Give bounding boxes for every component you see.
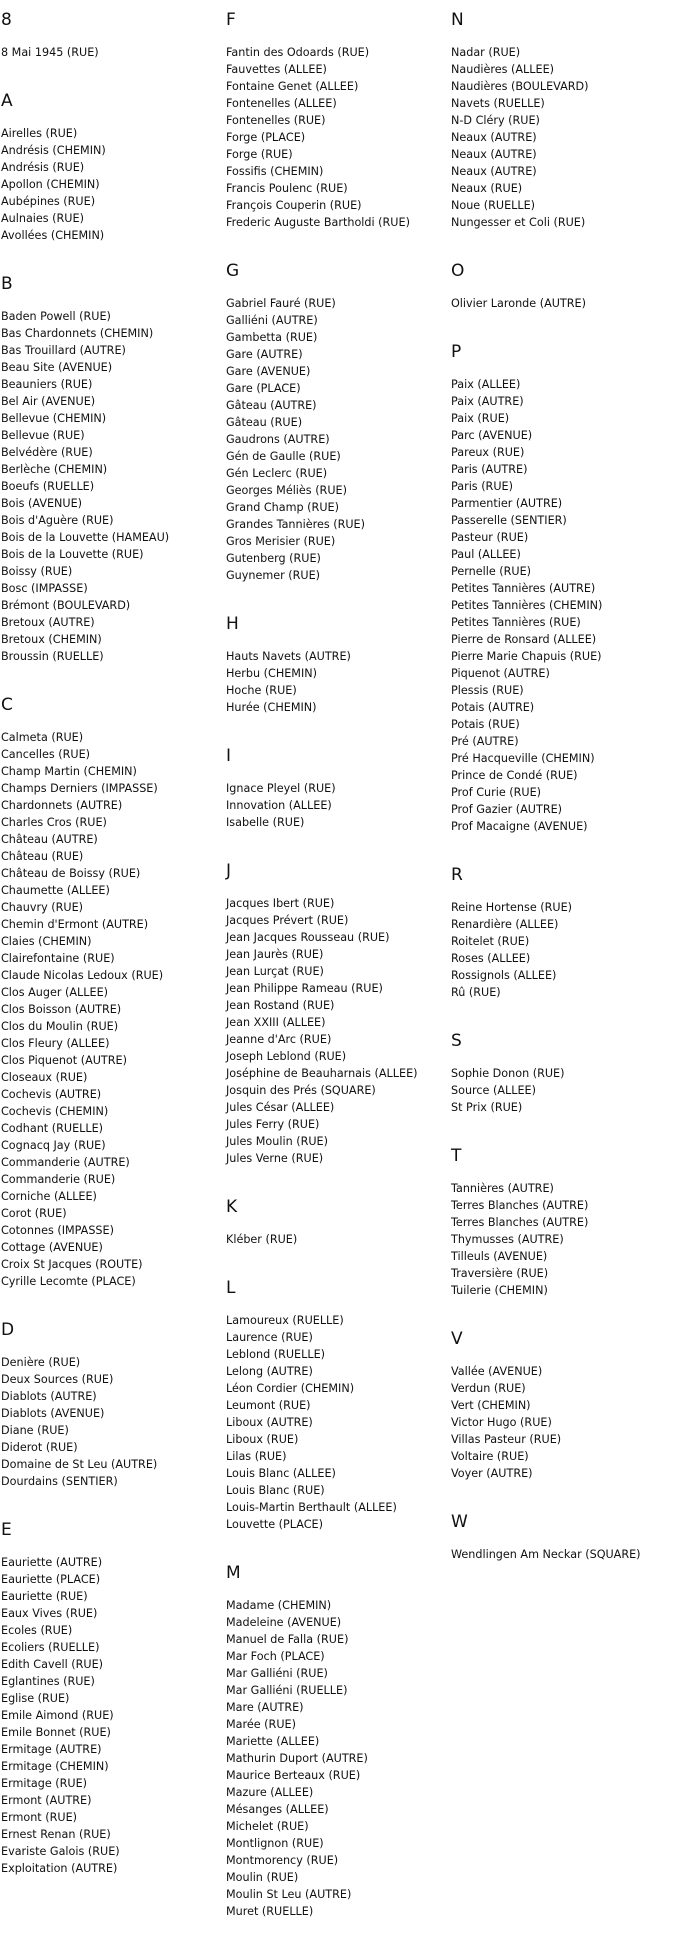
street-index-column-1 — [1, 10, 226, 1907]
street-entry: Ignace Pleyel (RUE) — [226, 782, 336, 795]
street-entry: Bosc (IMPASSE) — [1, 582, 88, 595]
street-entry: Belvédère (RUE) — [1, 446, 93, 459]
street-entry: Fauvettes (ALLEE) — [226, 63, 327, 76]
street-entry: Evariste Galois (RUE) — [1, 1845, 120, 1858]
street-entry: Apollon (CHEMIN) — [1, 178, 100, 191]
street-entry: Cottage (AVENUE) — [1, 1241, 103, 1254]
street-entry: Eauriette (AUTRE) — [1, 1556, 103, 1569]
street-entry: Innovation (ALLEE) — [226, 799, 332, 812]
street-entry: Jacques Prévert (RUE) — [226, 914, 349, 927]
letter-section — [451, 261, 675, 312]
street-entry: Louis-Martin Berthault (ALLEE) — [226, 1501, 397, 1514]
street-entry: Pré (AUTRE) — [451, 735, 519, 748]
street-entry: Piquenot (AUTRE) — [451, 667, 550, 680]
street-entry: Rû (RUE) — [451, 986, 501, 999]
street-entry: Mar Galliéni (RUE) — [226, 1667, 328, 1680]
section-letter-heading: P — [451, 342, 462, 362]
street-entry: St Prix (RUE) — [451, 1101, 523, 1114]
street-entry: Potais (RUE) — [451, 718, 520, 731]
section-letter-heading: K — [226, 1197, 238, 1217]
street-entry: Gén de Gaulle (RUE) — [226, 450, 341, 463]
street-entry: Manuel de Falla (RUE) — [226, 1633, 349, 1646]
street-entry: Joseph Leblond (RUE) — [226, 1050, 347, 1063]
street-entry: Claies (CHEMIN) — [1, 935, 92, 948]
street-entry: Herbu (CHEMIN) — [226, 667, 317, 680]
street-entry: Hoche (RUE) — [226, 684, 297, 697]
street-entry: Eglise (RUE) — [1, 1692, 70, 1705]
street-entry: Tannières (AUTRE) — [451, 1182, 554, 1195]
street-entry: Bois (AVENUE) — [1, 497, 83, 510]
street-entry: Pasteur (RUE) — [451, 531, 529, 544]
street-entry: Terres Blanches (AUTRE) — [451, 1199, 589, 1212]
street-entry: Forge (PLACE) — [226, 131, 306, 144]
street-entry: Jeanne d'Arc (RUE) — [226, 1033, 332, 1046]
street-entry: Voltaire (RUE) — [451, 1450, 529, 1463]
street-entry: Montmorency (RUE) — [226, 1854, 339, 1867]
street-entry: Emile Bonnet (RUE) — [1, 1726, 111, 1739]
street-entry: Beau Site (AVENUE) — [1, 361, 113, 374]
street-entry: Clos du Moulin (RUE) — [1, 1020, 119, 1033]
street-entry: Château (RUE) — [1, 850, 84, 863]
street-entry: Leblond (RUELLE) — [226, 1348, 326, 1361]
street-entry: Grand Champ (RUE) — [226, 501, 339, 514]
street-entry: Pernelle (RUE) — [451, 565, 532, 578]
letter-section — [226, 10, 451, 231]
street-entry: Source (ALLEE) — [451, 1084, 536, 1097]
street-entry: Bois de la Louvette (HAMEAU) — [1, 531, 170, 544]
street-entry: Bretoux (AUTRE) — [1, 616, 95, 629]
street-entry: Fantin des Odoards (RUE) — [226, 46, 370, 59]
street-entry: Prof Curie (RUE) — [451, 786, 542, 799]
street-entry: Lelong (AUTRE) — [226, 1365, 313, 1378]
street-entry: Mare (AUTRE) — [226, 1701, 304, 1714]
street-entry: Thymusses (AUTRE) — [451, 1233, 564, 1246]
street-entry: Eglantines (RUE) — [1, 1675, 95, 1688]
letter-section — [451, 342, 675, 835]
street-entry: Gare (PLACE) — [226, 382, 301, 395]
street-entry: Grandes Tannières (RUE) — [226, 518, 365, 531]
street-entry: Michelet (RUE) — [226, 1820, 309, 1833]
street-entry: Naudières (BOULEVARD) — [451, 80, 589, 93]
street-entry: Madeleine (AVENUE) — [226, 1616, 342, 1629]
street-entry: Beauniers (RUE) — [1, 378, 93, 391]
street-entry: Ecoliers (RUELLE) — [1, 1641, 100, 1654]
street-entry: Claude Nicolas Ledoux (RUE) — [1, 969, 164, 982]
street-entry: Liboux (AUTRE) — [226, 1416, 313, 1429]
street-entry: Commanderie (AUTRE) — [1, 1156, 130, 1169]
street-entry: Terres Blanches (AUTRE) — [451, 1216, 589, 1229]
letter-section — [1, 1320, 226, 1490]
street-entry: Mar Galliéni (RUELLE) — [226, 1684, 348, 1697]
street-entry: Gén Leclerc (RUE) — [226, 467, 328, 480]
street-entry: Cognacq Jay (RUE) — [1, 1139, 106, 1152]
street-entry: Brémont (BOULEVARD) — [1, 599, 131, 612]
street-entry: Prof Gazier (AUTRE) — [451, 803, 563, 816]
street-entry: Cyrille Lecomte (PLACE) — [1, 1275, 136, 1288]
street-entry: Joséphine de Beauharnais (ALLEE) — [226, 1067, 418, 1080]
street-entry: Hauts Navets (AUTRE) — [226, 650, 351, 663]
street-entry: Château de Boissy (RUE) — [1, 867, 141, 880]
street-entry: Parc (AVENUE) — [451, 429, 533, 442]
letter-section — [1, 695, 226, 1290]
section-letter-heading: M — [226, 1563, 241, 1583]
street-entry: Forge (RUE) — [226, 148, 293, 161]
street-entry: Ermitage (AUTRE) — [1, 1743, 102, 1756]
letter-section — [451, 1031, 675, 1116]
letter-section — [226, 614, 451, 716]
letter-section — [451, 865, 675, 1001]
street-entry: Moulin St Leu (AUTRE) — [226, 1888, 352, 1901]
street-entry: Hurée (CHEMIN) — [226, 701, 317, 714]
street-entry: Fontenelles (ALLEE) — [226, 97, 337, 110]
street-entry: Muret (RUELLE) — [226, 1905, 314, 1918]
street-entry: Diablots (AUTRE) — [1, 1390, 97, 1403]
street-entry: Roitelet (RUE) — [451, 935, 530, 948]
letter-section — [1, 274, 226, 665]
street-entry: Château (AUTRE) — [1, 833, 98, 846]
street-entry: Croix St Jacques (ROUTE) — [1, 1258, 143, 1271]
street-entry: Tuilerie (CHEMIN) — [451, 1284, 548, 1297]
street-entry: François Couperin (RUE) — [226, 199, 362, 212]
street-entry: Frederic Auguste Bartholdi (RUE) — [226, 216, 410, 229]
letter-section — [451, 1512, 675, 1563]
street-entry: Naudières (ALLEE) — [451, 63, 555, 76]
street-entry: Moulin (RUE) — [226, 1871, 299, 1884]
street-entry: Ermont (AUTRE) — [1, 1794, 92, 1807]
section-letter-heading: D — [1, 1320, 15, 1340]
street-entry: Fossifis (CHEMIN) — [226, 165, 324, 178]
street-entry: Renardière (ALLEE) — [451, 918, 559, 931]
street-entry: Traversière (RUE) — [451, 1267, 549, 1280]
street-entry: Airelles (RUE) — [1, 127, 78, 140]
street-entry: Paix (ALLEE) — [451, 378, 521, 391]
street-entry: Lamoureux (RUELLE) — [226, 1314, 344, 1327]
section-letter-heading: B — [1, 274, 13, 294]
street-entry: Jules Moulin (RUE) — [226, 1135, 328, 1148]
street-entry: Emile Aimond (RUE) — [1, 1709, 114, 1722]
street-entry: Madame (CHEMIN) — [226, 1599, 332, 1612]
street-entry: Jean Rostand (RUE) — [226, 999, 335, 1012]
street-entry: Bois d'Aguère (RUE) — [1, 514, 114, 527]
street-entry: Bois de la Louvette (RUE) — [1, 548, 144, 561]
street-entry: Baden Powell (RUE) — [1, 310, 111, 323]
street-entry: Jean XXIII (ALLEE) — [226, 1016, 326, 1029]
street-entry: Bellevue (CHEMIN) — [1, 412, 107, 425]
street-entry: Boissy (RUE) — [1, 565, 73, 578]
street-entry: N-D Cléry (RUE) — [451, 114, 540, 127]
section-letter-heading: 8 — [1, 10, 12, 30]
street-entry: Clos Auger (ALLEE) — [1, 986, 109, 999]
section-letter-heading: R — [451, 865, 463, 885]
street-entry: Vallée (AVENUE) — [451, 1365, 543, 1378]
letter-section — [226, 261, 451, 584]
street-entry: Pareux (RUE) — [451, 446, 525, 459]
street-entry: Rossignols (ALLEE) — [451, 969, 557, 982]
street-entry: Charles Cros (RUE) — [1, 816, 107, 829]
street-entry: Ermitage (RUE) — [1, 1777, 88, 1790]
street-entry: Chardonnets (AUTRE) — [1, 799, 123, 812]
street-entry: Mésanges (ALLEE) — [226, 1803, 329, 1816]
street-entry: Commanderie (RUE) — [1, 1173, 116, 1186]
street-entry: Louvette (PLACE) — [226, 1518, 323, 1531]
section-letter-heading: O — [451, 261, 465, 281]
section-letter-heading: H — [226, 614, 239, 634]
street-entry: Nungesser et Coli (RUE) — [451, 216, 586, 229]
street-entry: Paix (RUE) — [451, 412, 510, 425]
section-letter-heading: L — [226, 1278, 236, 1298]
street-entry: Corniche (ALLEE) — [1, 1190, 97, 1203]
letter-section — [226, 1278, 451, 1533]
street-entry: Diablots (AVENUE) — [1, 1407, 105, 1420]
street-entry: Dourdains (SENTIER) — [1, 1475, 118, 1488]
street-entry: Eauriette (RUE) — [1, 1590, 88, 1603]
street-entry: Diderot (RUE) — [1, 1441, 78, 1454]
street-entry: Edith Cavell (RUE) — [1, 1658, 104, 1671]
street-entry: Gabriel Fauré (RUE) — [226, 297, 336, 310]
street-entry: Marée (RUE) — [226, 1718, 296, 1731]
street-entry: Sophie Donon (RUE) — [451, 1067, 565, 1080]
street-entry: Galliéni (AUTRE) — [226, 314, 318, 327]
letter-section — [226, 1563, 451, 1920]
street-entry: Paix (AUTRE) — [451, 395, 524, 408]
street-entry: Aulnaies (RUE) — [1, 212, 84, 225]
street-entry: Eaux Vives (RUE) — [1, 1607, 98, 1620]
street-entry: Ermitage (CHEMIN) — [1, 1760, 109, 1773]
street-entry: Gare (AVENUE) — [226, 365, 311, 378]
street-entry: Neaux (AUTRE) — [451, 131, 537, 144]
street-entry: Pierre Marie Chapuis (RUE) — [451, 650, 602, 663]
street-entry: Codhant (RUELLE) — [1, 1122, 104, 1135]
section-letter-heading: N — [451, 10, 464, 30]
street-entry: Paul (ALLEE) — [451, 548, 521, 561]
street-entry: Louis Blanc (ALLEE) — [226, 1467, 336, 1480]
street-entry: Jean Jacques Rousseau (RUE) — [226, 931, 390, 944]
letter-section — [226, 746, 451, 831]
street-entry: Petites Tannières (CHEMIN) — [451, 599, 603, 612]
street-entry: Ermont (RUE) — [1, 1811, 78, 1824]
street-entry: Chauvry (RUE) — [1, 901, 84, 914]
street-entry: Nadar (RUE) — [451, 46, 521, 59]
street-entry: Andrésis (CHEMIN) — [1, 144, 106, 157]
street-entry: Jean Lurçat (RUE) — [226, 965, 324, 978]
street-entry: Bas Trouillard (AUTRE) — [1, 344, 126, 357]
street-entry: Denière (RUE) — [1, 1356, 81, 1369]
street-entry: Maurice Berteaux (RUE) — [226, 1769, 361, 1782]
street-entry: Chaumette (ALLEE) — [1, 884, 110, 897]
street-entry: Guynemer (RUE) — [226, 569, 321, 582]
street-entry: Wendlingen Am Neckar (SQUARE) — [451, 1548, 641, 1561]
street-entry: Roses (ALLEE) — [451, 952, 531, 965]
street-entry: Lilas (RUE) — [226, 1450, 287, 1463]
street-entry: Corot (RUE) — [1, 1207, 67, 1220]
street-entry: Champ Martin (CHEMIN) — [1, 765, 137, 778]
street-entry: Georges Méliès (RUE) — [226, 484, 347, 497]
street-entry: Passerelle (SENTIER) — [451, 514, 567, 527]
letter-section — [226, 861, 451, 1167]
street-entry: Kléber (RUE) — [226, 1233, 298, 1246]
street-entry: Louis Blanc (RUE) — [226, 1484, 325, 1497]
street-entry: Liboux (RUE) — [226, 1433, 299, 1446]
street-entry: Broussin (RUELLE) — [1, 650, 104, 663]
street-entry: Jacques Ibert (RUE) — [226, 897, 335, 910]
street-entry: Jules Verne (RUE) — [226, 1152, 324, 1165]
street-entry: Isabelle (RUE) — [226, 816, 305, 829]
street-entry: Jean Philippe Rameau (RUE) — [226, 982, 383, 995]
section-letter-heading: W — [451, 1512, 468, 1532]
street-entry: Gaudrons (AUTRE) — [226, 433, 330, 446]
street-entry: Gare (AUTRE) — [226, 348, 303, 361]
section-letter-heading: T — [451, 1146, 462, 1166]
section-letter-heading: S — [451, 1031, 462, 1051]
street-entry: Clos Boisson (AUTRE) — [1, 1003, 122, 1016]
street-entry: Cancelles (RUE) — [1, 748, 91, 761]
street-entry: Champs Derniers (IMPASSE) — [1, 782, 158, 795]
street-entry: Olivier Laronde (AUTRE) — [451, 297, 586, 310]
street-entry: Prof Macaigne (AVENUE) — [451, 820, 588, 833]
street-entry: Gambetta (RUE) — [226, 331, 318, 344]
street-entry: Mazure (ALLEE) — [226, 1786, 314, 1799]
section-letter-heading: I — [226, 746, 232, 766]
section-letter-heading: J — [226, 861, 232, 881]
street-entry: Mar Foch (PLACE) — [226, 1650, 325, 1663]
street-entry: Francis Poulenc (RUE) — [226, 182, 348, 195]
street-entry: Domaine de St Leu (AUTRE) — [1, 1458, 158, 1471]
street-entry: Pierre de Ronsard (ALLEE) — [451, 633, 597, 646]
street-entry: Villas Pasteur (RUE) — [451, 1433, 562, 1446]
street-entry: Voyer (AUTRE) — [451, 1467, 533, 1480]
letter-section — [1, 10, 226, 61]
street-entry: Avollées (CHEMIN) — [1, 229, 105, 242]
street-entry: Pré Hacqueville (CHEMIN) — [451, 752, 595, 765]
street-entry: Mathurin Duport (AUTRE) — [226, 1752, 368, 1765]
street-entry: Cochevis (AUTRE) — [1, 1088, 102, 1101]
street-entry: Petites Tannières (AUTRE) — [451, 582, 596, 595]
section-letter-heading: A — [1, 91, 13, 111]
street-entry: Parmentier (AUTRE) — [451, 497, 563, 510]
street-entry: Eauriette (PLACE) — [1, 1573, 101, 1586]
street-entry: Montlignon (RUE) — [226, 1837, 324, 1850]
street-entry: Deux Sources (RUE) — [1, 1373, 114, 1386]
street-entry: Bel Air (AVENUE) — [1, 395, 96, 408]
section-letter-heading: V — [451, 1329, 463, 1349]
street-entry: Berlèche (CHEMIN) — [1, 463, 108, 476]
street-entry: Leumont (RUE) — [226, 1399, 311, 1412]
street-entry: Clos Fleury (ALLEE) — [1, 1037, 110, 1050]
street-entry: Petites Tannières (RUE) — [451, 616, 581, 629]
letter-section — [1, 1520, 226, 1877]
letter-section — [451, 10, 675, 231]
street-entry: Exploitation (AUTRE) — [1, 1862, 118, 1875]
street-entry: Tilleuls (AVENUE) — [451, 1250, 548, 1263]
street-entry: Fontenelles (RUE) — [226, 114, 326, 127]
street-entry: Paris (AUTRE) — [451, 463, 528, 476]
street-entry: Aubépines (RUE) — [1, 195, 96, 208]
street-index-column-2 — [226, 10, 451, 1950]
street-entry: Gros Merisier (RUE) — [226, 535, 336, 548]
street-entry: Clos Piquenot (AUTRE) — [1, 1054, 127, 1067]
section-letter-heading: E — [1, 1520, 12, 1540]
street-entry: Potais (AUTRE) — [451, 701, 535, 714]
street-entry: Bas Chardonnets (CHEMIN) — [1, 327, 154, 340]
street-entry: Neaux (RUE) — [451, 182, 523, 195]
street-entry: Neaux (AUTRE) — [451, 165, 537, 178]
street-entry: Noue (RUELLE) — [451, 199, 536, 212]
street-entry: Plessis (RUE) — [451, 684, 524, 697]
street-entry: Léon Cordier (CHEMIN) — [226, 1382, 355, 1395]
street-entry: Cochevis (CHEMIN) — [1, 1105, 109, 1118]
letter-section — [451, 1146, 675, 1299]
street-entry: Fontaine Genet (ALLEE) — [226, 80, 359, 93]
street-entry: Bellevue (RUE) — [1, 429, 85, 442]
section-letter-heading: C — [1, 695, 13, 715]
street-entry: Chemin d'Ermont (AUTRE) — [1, 918, 149, 931]
street-entry: Jules Ferry (RUE) — [226, 1118, 320, 1131]
street-entry: Boeufs (RUELLE) — [1, 480, 95, 493]
street-entry: Reine Hortense (RUE) — [451, 901, 573, 914]
street-entry: Prince de Condé (RUE) — [451, 769, 578, 782]
section-letter-heading: G — [226, 261, 240, 281]
street-entry: Victor Hugo (RUE) — [451, 1416, 552, 1429]
street-index-column-3 — [451, 10, 675, 1593]
street-entry: Verdun (RUE) — [451, 1382, 526, 1395]
street-entry: Andrésis (RUE) — [1, 161, 85, 174]
street-entry: Calmeta (RUE) — [1, 731, 84, 744]
street-entry: 8 Mai 1945 (RUE) — [1, 46, 99, 59]
letter-section — [226, 1197, 451, 1248]
letter-section — [451, 1329, 675, 1482]
street-entry: Bretoux (CHEMIN) — [1, 633, 102, 646]
street-entry: Gâteau (RUE) — [226, 416, 303, 429]
street-entry: Cotonnes (IMPASSE) — [1, 1224, 114, 1237]
street-entry: Paris (RUE) — [451, 480, 513, 493]
street-entry: Closeaux (RUE) — [1, 1071, 88, 1084]
street-entry: Gâteau (AUTRE) — [226, 399, 317, 412]
street-entry: Jules César (ALLEE) — [226, 1101, 335, 1114]
street-entry: Neaux (AUTRE) — [451, 148, 537, 161]
street-entry: Jean Jaurès (RUE) — [226, 948, 324, 961]
letter-section — [1, 91, 226, 244]
street-entry: Gutenberg (RUE) — [226, 552, 321, 565]
street-entry: Mariette (ALLEE) — [226, 1735, 320, 1748]
street-entry: Diane (RUE) — [1, 1424, 69, 1437]
street-entry: Ernest Renan (RUE) — [1, 1828, 111, 1841]
street-entry: Clairefontaine (RUE) — [1, 952, 115, 965]
street-entry: Ecoles (RUE) — [1, 1624, 73, 1637]
street-entry: Josquin des Prés (SQUARE) — [226, 1084, 376, 1097]
street-entry: Vert (CHEMIN) — [451, 1399, 531, 1412]
section-letter-heading: F — [226, 10, 236, 30]
street-entry: Navets (RUELLE) — [451, 97, 545, 110]
street-entry: Laurence (RUE) — [226, 1331, 313, 1344]
